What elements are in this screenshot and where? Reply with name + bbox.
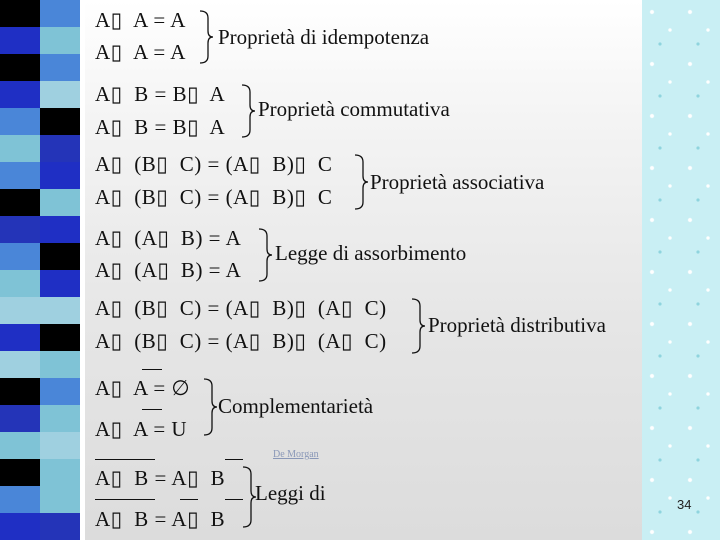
strip-tile (40, 216, 80, 243)
strip-tile (0, 216, 40, 243)
de-morgan-label: Leggi di (255, 481, 326, 505)
strip-tile (40, 54, 80, 81)
strip-tile (0, 432, 40, 459)
de-morgan-overline-1a (95, 459, 155, 460)
strip-tile (40, 432, 80, 459)
strip-tile (0, 54, 40, 81)
strip-tile (0, 270, 40, 297)
distributive-line-1: A▯ (B▯ C) = (A▯ B)▯ (A▯ C) (95, 296, 387, 320)
strip-tile (40, 378, 80, 405)
strip-tile (40, 27, 80, 54)
de-morgan-link[interactable]: De Morgan (273, 449, 319, 460)
absorption-line-2: A▯ (A▯ B) = A (95, 258, 242, 282)
strip-tile (40, 0, 80, 27)
strip-tile (40, 459, 80, 486)
distributive-brace (410, 298, 426, 354)
strip-tile (40, 324, 80, 351)
commutative-label: Proprietà commutativa (258, 97, 450, 121)
idempotence-brace (198, 10, 214, 64)
decorative-color-strip (0, 0, 80, 540)
commutative-brace (240, 84, 256, 138)
strip-tile (0, 513, 40, 540)
strip-tile (40, 405, 80, 432)
strip-tile (40, 81, 80, 108)
page-number: 34 (677, 497, 692, 512)
strip-tile (0, 81, 40, 108)
distributive-line-2: A▯ (B▯ C) = (A▯ B)▯ (A▯ C) (95, 329, 387, 353)
strip-tile (0, 0, 40, 27)
strip-tile (0, 162, 40, 189)
strip-tile (40, 270, 80, 297)
absorption-label: Legge di assorbimento (275, 241, 467, 265)
strip-tile (40, 351, 80, 378)
complement-overline-2 (142, 409, 162, 410)
strip-tile (0, 135, 40, 162)
de-morgan-overline-1b (225, 459, 243, 460)
strip-tile (0, 108, 40, 135)
associative-line-1: A▯ (B▯ C) = (A▯ B)▯ C (95, 152, 333, 176)
commutative-line-1: A▯ B = B▯ A (95, 82, 226, 106)
de-morgan-line-2: A▯ B = A▯ B (95, 507, 226, 531)
strip-tile (40, 108, 80, 135)
strip-tile (0, 405, 40, 432)
de-morgan-overline-2a (95, 499, 155, 500)
idempotence-line-2: A▯ A = A (95, 40, 186, 64)
strip-tile (40, 162, 80, 189)
absorption-line-1: A▯ (A▯ B) = A (95, 226, 242, 250)
strip-tile (40, 243, 80, 270)
complement-brace (202, 378, 218, 436)
distributive-label: Proprietà distributiva (428, 313, 606, 337)
complement-line-2: A▯ A = U (95, 417, 188, 441)
complement-label: Complementarietà (218, 394, 374, 418)
strip-tile (40, 297, 80, 324)
de-morgan-line-1: A▯ B = A▯ B (95, 466, 226, 490)
commutative-line-2: A▯ B = B▯ A (95, 115, 226, 139)
strip-tile (0, 486, 40, 513)
strip-tile (0, 351, 40, 378)
complement-overline-1 (142, 369, 162, 370)
decorative-right-border (642, 0, 720, 540)
absorption-brace (257, 228, 273, 282)
strip-tile (40, 135, 80, 162)
strip-tile (0, 189, 40, 216)
strip-tile (0, 243, 40, 270)
associative-line-2: A▯ (B▯ C) = (A▯ B)▯ C (95, 185, 333, 209)
de-morgan-overline-2b (180, 499, 198, 500)
strip-tile (40, 189, 80, 216)
associative-brace (353, 154, 369, 210)
strip-tile (0, 27, 40, 54)
strip-tile (0, 378, 40, 405)
strip-tile (40, 486, 80, 513)
strip-tile (0, 324, 40, 351)
strip-tile (0, 297, 40, 324)
complement-line-1: A▯ A = ∅ (95, 376, 191, 400)
strip-tile (0, 459, 40, 486)
strip-tile (40, 513, 80, 540)
idempotence-line-1: A▯ A = A (95, 8, 186, 32)
associative-label: Proprietà associativa (370, 170, 545, 194)
idempotence-label: Proprietà di idempotenza (218, 25, 430, 49)
